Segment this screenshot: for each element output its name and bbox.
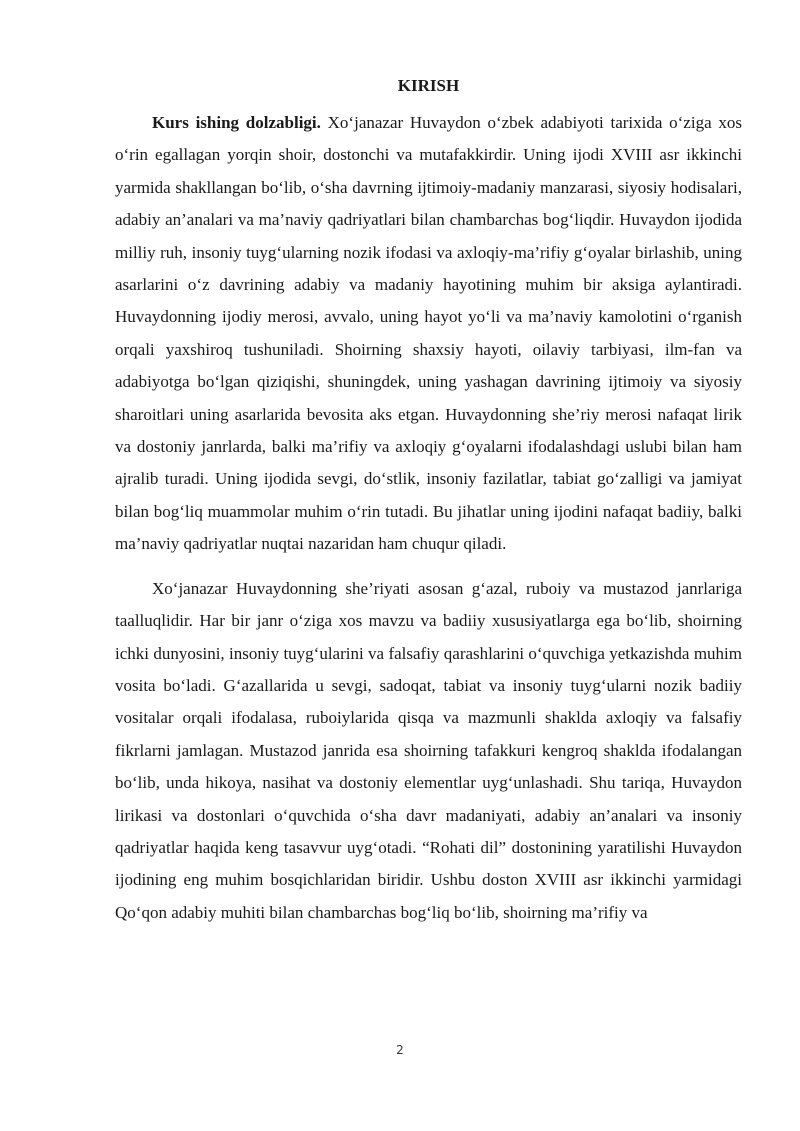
page-content (115, 74, 742, 929)
paragraph-body: Xo‘janazar Huvaydon o‘zbek adabiyoti tarixida o‘ziga xos o‘rin egallagan yorqin shoir, dostonchi va mutafakkirdir. Uning ijodi XVIII asr ikkinchi yarmida shakllangan bo‘lib, o‘sha davrning ijtimoiy-madaniy manzarasi, siyosiy hodisalari, adabiy an’analari va ma’naviy qadriyatlari bilan chambarchas bog‘liqdir. Huvaydon ijodida milliy ruh, insoniy tuyg‘ularning nozik ifodasi va axloqiy-ma’rifiy g‘oyalar birlashib, uning asarlarini o‘z davrining adabiy va madaniy hayotining muhim bir aksiga aylantiradi. Huvaydonning ijodiy merosi, avvalo, uning hayot yo‘li va ma’naviy kamolotini o‘rganish orqali yaxshiroq tushuniladi. Shoirning shaxsiy hayoti, oilaviy tarbiyasi, ilm-fan va adabiyotga bo‘lgan qiziqishi, shuningdek, uning yashagan davrining ijtimoiy va siyosiy sharoitlari uning asarlarida bevosita aks etgan. Huvaydonning she’riy merosi nafaqat lirik va dostoniy janrlarda, balki ma’rifiy va axloqiy g‘oyalarni ifodalashdagi uslubi bilan ham ajralib turadi. Uning ijodida sevgi, do‘stlik, insoniy fazilatlar, tabiat go‘zalligi va jamiyat bilan bog‘liq muammolar muhim o‘rin tutadi. Bu jihatlar uning ijodini nafaqat badiiy, balki ma’naviy qadriyatlar nuqtai nazaridan ham chuqur qiladi. (115, 113, 742, 554)
paragraph-1 (115, 107, 742, 561)
section-heading: KIRISH (397, 76, 460, 95)
paragraph-body: Xo‘janazar Huvaydonning she’riyati asosan g‘azal, ruboiy va mustazod janrlariga taalluqlidir. Har bir janr o‘ziga xos mavzu va badiiy xususiyatlarga ega bo‘lib, shoirning ichki dunyosini, insoniy tuyg‘ularini va falsafiy qarashlarini o‘quvchiga yetkazishda muhim vosita bo‘ladi. G‘azallarida u sevgi, sadoqat, tabiat va insoniy tuyg‘ularni nozik badiiy vositalar orqali ifodalasa, ruboiylarida qisqa va mazmunli shaklda axloqiy va falsafiy fikrlarni jamlagan. Mustazod janrida esa shoirning tafakkuri kengroq shaklda ifodalangan bo‘lib, unda hikoya, nasihat va dostoniy elementlar uyg‘unlashadi. Shu tariqa, Huvaydon lirikasi va dostonlari o‘quvchida o‘sha davr madaniyati, adabiy an’analari va insoniy qadriyatlar haqida keng tasavvur uyg‘otadi. “Rohati dil” dostonining yaratilishi Huvaydon ijodining eng muhim bosqichlaridan biridir. Ushbu doston XVIII asr ikkinchi yarmidagi Qo‘qon adabiy muhiti bilan chambarchas bog‘liq bo‘lib, shoirning ma’rifiy va (115, 578, 742, 922)
paragraph-lead: Kurs ishing dolzabligi. (152, 113, 321, 132)
page-number: 2 (396, 1043, 404, 1057)
paragraph-2 (115, 573, 742, 929)
